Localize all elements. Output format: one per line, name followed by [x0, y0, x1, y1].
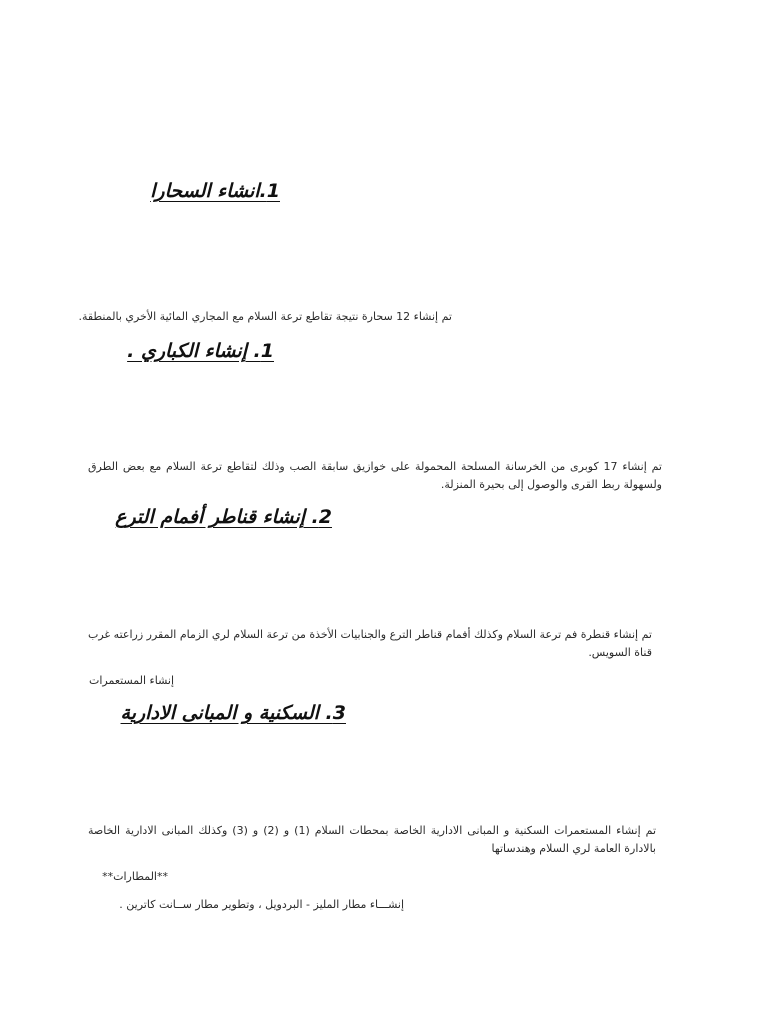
section-body-canal-intakes: تم إنشاء قنطرة فم ترعة السلام وكذلك أفمام قناطر الترع والجنابيات الأخذة من ترعة السلام لري الزمام المقرر زراعته غرب قناة السويس. [88, 628, 652, 659]
section-subline-airports: **المطارات** [102, 870, 168, 883]
section-heading-bridges: 1. إنشاء الكباري . [127, 340, 274, 362]
section-heading-siphons: 1.انشاء السحارا [150, 180, 280, 202]
section-subline-airports-detail: إنشـــاء مطار المليز - البردويل ، وتطوير مطار ســانت كاترين . [119, 898, 404, 911]
section-subline-colonies: إنشاء المستعمرات [89, 674, 174, 687]
section-heading-canal-intakes: 2. إنشاء قناطر أفمام الترع [115, 506, 332, 528]
section-body-residential-admin: تم إنشاء المستعمرات السكنية و المبانى الادارية الخاصة بمحطات السلام (1) و (2) و (3) وكذلك المبانى الادارية الخاصة بالادارة العامة لري السلام وهندساتها [88, 824, 657, 855]
section-body-siphons: تم إنشاء 12 سحارة نتيجة تقاطع ترعة السلام مع المجاري المائية الأخري بالمنطقة. [78, 310, 452, 323]
section-heading-residential-admin: 3. السكنية و المبانى الادارية [120, 702, 346, 724]
section-body-bridges: تم إنشاء 17 كوبرى من الخرسانة المسلحة المحمولة على خوازيق سابقة الصب وذلك لتقاطع ترعة السلام مع بعض الطرق ولسهولة ربط القرى والوصول إلى بحيرة المنزلة. [88, 460, 662, 491]
